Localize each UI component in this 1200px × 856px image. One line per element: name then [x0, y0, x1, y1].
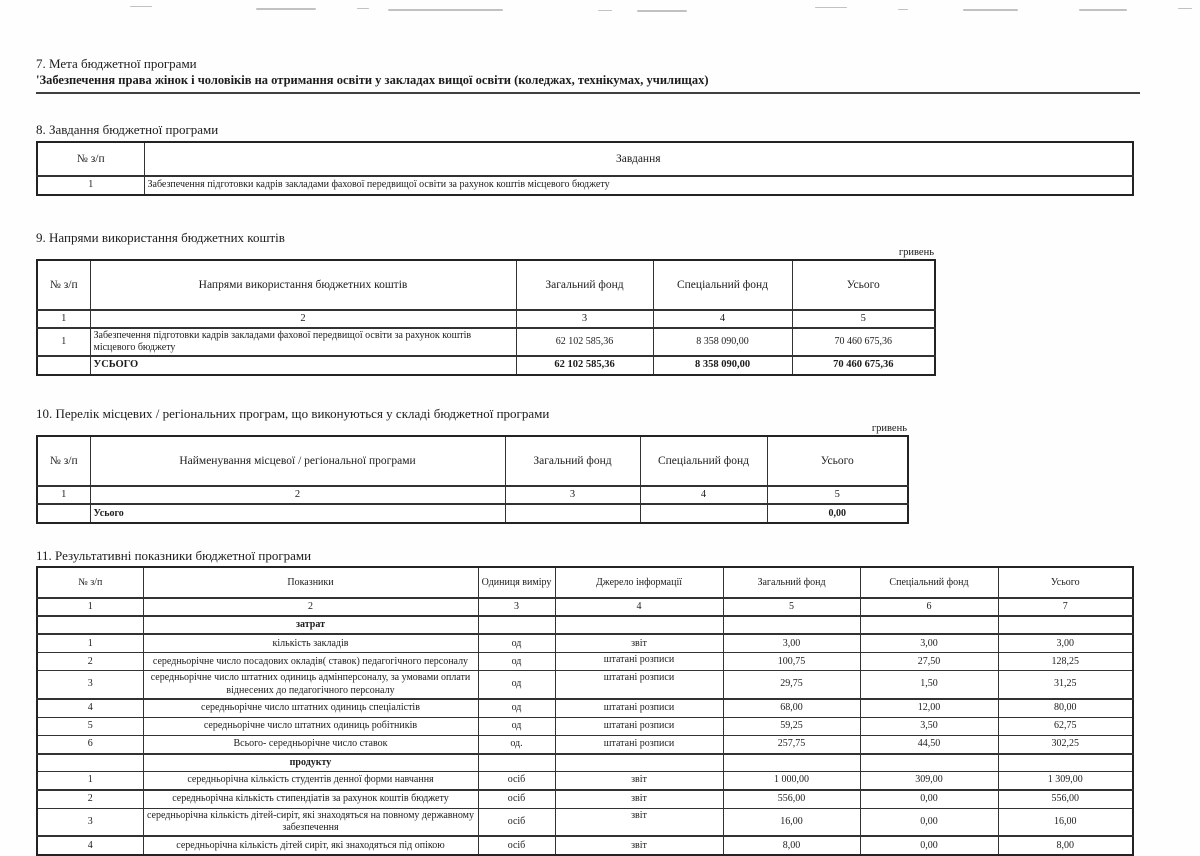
- indicator-cell: середньорічне число посадових окладів( ставок) педагогічного персоналу: [143, 653, 478, 671]
- numbering-cell: 5: [792, 310, 935, 328]
- numbering-cell: 1: [37, 486, 90, 504]
- total-cell: 80,00: [998, 699, 1133, 718]
- num-cell: 1: [37, 328, 90, 356]
- indicator-cell: середньорічне число штатних одиниць робітників: [143, 717, 478, 735]
- total-cell: 8,00: [998, 836, 1133, 855]
- unit-cell: осіб: [478, 771, 555, 790]
- num-header-cell: № з/п: [37, 436, 90, 486]
- special-fund-header-cell: Спеціальний фонд: [640, 436, 767, 486]
- numbering-cell: 2: [90, 486, 505, 504]
- source-cell: звіт: [555, 634, 723, 653]
- source-cell: звіт: [555, 836, 723, 855]
- indicator-cell: середньорічна кількість стипендіатів за рахунок коштів бюджету: [143, 790, 478, 809]
- unit-cell: од: [478, 653, 555, 671]
- direction-cell: Забезпечення підготовки кадрів закладами фахової передвищої освіти за рахунок коштів місцевого бюджету: [90, 328, 516, 356]
- currency-label: гривень: [871, 423, 907, 435]
- section-7: [36, 56, 1200, 94]
- special-fund-header-cell: Спеціальний фонд: [860, 567, 998, 598]
- numbering-cell: 6: [860, 598, 998, 616]
- special-fund-cell: 3,00: [860, 634, 998, 653]
- task-cell: Забезпечення підготовки кадрів закладами фахової передвищої освіти за рахунок коштів місцевого бюджету: [144, 176, 1133, 195]
- total-cell: 62,75: [998, 717, 1133, 735]
- currency-label: гривень: [898, 247, 934, 258]
- section-9-heading: 9. Напрями використання бюджетних коштів: [36, 230, 285, 245]
- source-cell: штатані розписи: [555, 717, 723, 735]
- numbering-cell: 4: [640, 486, 767, 504]
- general-fund-cell: 3,00: [723, 634, 860, 653]
- table-row: [37, 653, 1133, 671]
- funding-directions-table: [36, 259, 936, 376]
- general-fund-header-cell: Загальний фонд: [516, 260, 653, 310]
- special-fund-cell: 0,00: [860, 836, 998, 855]
- num-cell: 1: [37, 176, 144, 195]
- general-fund-cell: 62 102 585,36: [516, 328, 653, 356]
- num-cell: 3: [37, 808, 143, 836]
- table-row: [37, 717, 1133, 735]
- indicator-cell: Всього- середньорічне число ставок: [143, 735, 478, 754]
- num-header-cell: № з/п: [37, 260, 90, 310]
- numbering-cell: 4: [653, 310, 792, 328]
- section-8: [36, 122, 1200, 196]
- num-cell: 3: [37, 671, 143, 699]
- special-fund-cell: 0,00: [860, 808, 998, 836]
- source-cell: штатані розписи: [555, 699, 723, 718]
- numbering-cell: 1: [37, 310, 90, 328]
- unit-cell: од: [478, 671, 555, 699]
- general-fund-header-cell: Загальний фонд: [505, 436, 640, 486]
- special-fund-total-cell: 8 358 090,00: [653, 356, 792, 375]
- regional-programs-table: [36, 435, 909, 524]
- numbering-cell: 2: [90, 310, 516, 328]
- source-cell: звіт: [555, 771, 723, 790]
- special-fund-cell: 27,50: [860, 653, 998, 671]
- num-cell: 2: [37, 653, 143, 671]
- performance-indicators-table: [36, 566, 1134, 856]
- general-fund-cell: 8,00: [723, 836, 860, 855]
- total-cell: 302,25: [998, 735, 1133, 754]
- general-fund-total-cell: [505, 504, 640, 523]
- grand-total-cell: 0,00: [767, 504, 908, 523]
- general-fund-cell: 16,00: [723, 808, 860, 836]
- total-cell: 1 309,00: [998, 771, 1133, 790]
- total-cell: 70 460 675,36: [792, 328, 935, 356]
- num-cell: 5: [37, 717, 143, 735]
- unit-cell: осіб: [478, 790, 555, 809]
- special-fund-header-cell: Спеціальний фонд: [653, 260, 792, 310]
- table-row: [37, 328, 935, 356]
- total-label-cell: УСЬОГО: [90, 356, 516, 375]
- num-cell: [37, 504, 90, 523]
- source-cell: звіт: [555, 790, 723, 809]
- total-cell: 556,00: [998, 790, 1133, 809]
- num-cell: [37, 356, 90, 375]
- table-row: [37, 808, 1133, 836]
- tasks-table: [36, 141, 1134, 196]
- special-fund-total-cell: [640, 504, 767, 523]
- source-cell: штатані розписи: [555, 653, 723, 671]
- table-header-row: [37, 436, 908, 486]
- general-fund-header-cell: Загальний фонд: [723, 567, 860, 598]
- general-fund-cell: 100,75: [723, 653, 860, 671]
- general-fund-total-cell: 62 102 585,36: [516, 356, 653, 375]
- unit-cell: осіб: [478, 808, 555, 836]
- general-fund-cell: 59,25: [723, 717, 860, 735]
- total-label-cell: Усього: [90, 504, 505, 523]
- general-fund-cell: 68,00: [723, 699, 860, 718]
- table-header-row: [37, 567, 1133, 598]
- general-fund-cell: 1 000,00: [723, 771, 860, 790]
- general-fund-cell: 556,00: [723, 790, 860, 809]
- numbering-cell: 5: [767, 486, 908, 504]
- table-row: [37, 699, 1133, 718]
- table-row: [37, 671, 1133, 699]
- table-row: [37, 771, 1133, 790]
- num-cell: 6: [37, 735, 143, 754]
- program-name-header-cell: Найменування місцевої / регіональної програми: [90, 436, 505, 486]
- direction-header-cell: Напрями використання бюджетних коштів: [90, 260, 516, 310]
- table-row: [37, 735, 1133, 754]
- num-header-cell: № з/п: [37, 142, 144, 176]
- unit-cell: од: [478, 699, 555, 718]
- indicators-header-cell: Показники: [143, 567, 478, 598]
- group-header-row-product: [37, 754, 1133, 772]
- group-header-row-costs: [37, 616, 1133, 634]
- section-10: [36, 406, 1200, 524]
- total-header-cell: Усього: [998, 567, 1133, 598]
- column-numbering-row: [37, 598, 1133, 616]
- special-fund-cell: 8 358 090,00: [653, 328, 792, 356]
- indicator-cell: середньорічне число штатних одиниць адмінперсоналу, за умовами оплати віднесених до педагогічного персоналу: [143, 671, 478, 699]
- numbering-cell: 3: [505, 486, 640, 504]
- numbering-cell: 4: [555, 598, 723, 616]
- section-8-heading: 8. Завдання бюджетної програми: [36, 122, 219, 137]
- group-title-cell: продукту: [143, 754, 478, 772]
- section-7-heading: 7. Мета бюджетної програми: [36, 56, 197, 71]
- num-cell: 1: [37, 634, 143, 653]
- unit-cell: осіб: [478, 836, 555, 855]
- table-header-row: [37, 142, 1133, 176]
- section-9: [36, 230, 1200, 376]
- section-11: [36, 548, 1200, 856]
- task-header-cell: Завдання: [144, 142, 1133, 176]
- grand-total-cell: 70 460 675,36: [792, 356, 935, 375]
- unit-cell: од.: [478, 735, 555, 754]
- table-row: [37, 634, 1133, 653]
- total-cell: 128,25: [998, 653, 1133, 671]
- num-cell: 2: [37, 790, 143, 809]
- totals-row: [37, 356, 935, 375]
- indicator-cell: середньорічна кількість дітей-сиріт, які знаходяться на повному державному забезпечення: [143, 808, 478, 836]
- num-header-cell: № з/п: [37, 567, 143, 598]
- general-fund-cell: 29,75: [723, 671, 860, 699]
- general-fund-cell: 257,75: [723, 735, 860, 754]
- num-cell: 4: [37, 699, 143, 718]
- numbering-cell: 2: [143, 598, 478, 616]
- indicator-cell: кількість закладів: [143, 634, 478, 653]
- numbering-cell: 5: [723, 598, 860, 616]
- numbering-cell: 3: [516, 310, 653, 328]
- table-header-row: [37, 260, 935, 310]
- program-goal-text: 'Забезпечення права жінок і чоловіків на отримання освіти у закладах вищої освіти (коледжах, технікумах, училищах): [36, 71, 1140, 94]
- table-row: [37, 176, 1133, 195]
- num-cell: 1: [37, 771, 143, 790]
- total-header-cell: Усього: [767, 436, 908, 486]
- source-cell: звіт: [555, 808, 723, 836]
- special-fund-cell: 0,00: [860, 790, 998, 809]
- unit-header-cell: Одиниця виміру: [478, 567, 555, 598]
- unit-cell: од: [478, 717, 555, 735]
- total-header-cell: Усього: [792, 260, 935, 310]
- indicator-cell: середньорічне число штатних одиниць спеціалістів: [143, 699, 478, 718]
- table-row: [37, 836, 1133, 855]
- source-cell: штатані розписи: [555, 735, 723, 754]
- table-row: [37, 790, 1133, 809]
- indicator-cell: середньорічна кількість студентів денної форми навчання: [143, 771, 478, 790]
- special-fund-cell: 12,00: [860, 699, 998, 718]
- special-fund-cell: 44,50: [860, 735, 998, 754]
- total-cell: 3,00: [998, 634, 1133, 653]
- group-title-cell: затрат: [143, 616, 478, 634]
- numbering-cell: 7: [998, 598, 1133, 616]
- column-numbering-row: [37, 486, 908, 504]
- total-cell: 31,25: [998, 671, 1133, 699]
- source-cell: штатані розписи: [555, 671, 723, 699]
- unit-cell: од: [478, 634, 555, 653]
- numbering-cell: 1: [37, 598, 143, 616]
- total-cell: 16,00: [998, 808, 1133, 836]
- totals-row: [37, 504, 908, 523]
- special-fund-cell: 3,50: [860, 717, 998, 735]
- column-numbering-row: [37, 310, 935, 328]
- special-fund-cell: 309,00: [860, 771, 998, 790]
- indicator-cell: середньорічна кількість дітей сиріт, які знаходяться під опікою: [143, 836, 478, 855]
- num-cell: 4: [37, 836, 143, 855]
- numbering-cell: 3: [478, 598, 555, 616]
- special-fund-cell: 1,50: [860, 671, 998, 699]
- section-11-heading: 11. Результативні показники бюджетної програми: [36, 548, 312, 564]
- source-header-cell: Джерело інформації: [555, 567, 723, 598]
- section-10-heading: 10. Перелік місцевих / регіональних програм, що виконуються у складі бюджетної програми: [36, 406, 550, 422]
